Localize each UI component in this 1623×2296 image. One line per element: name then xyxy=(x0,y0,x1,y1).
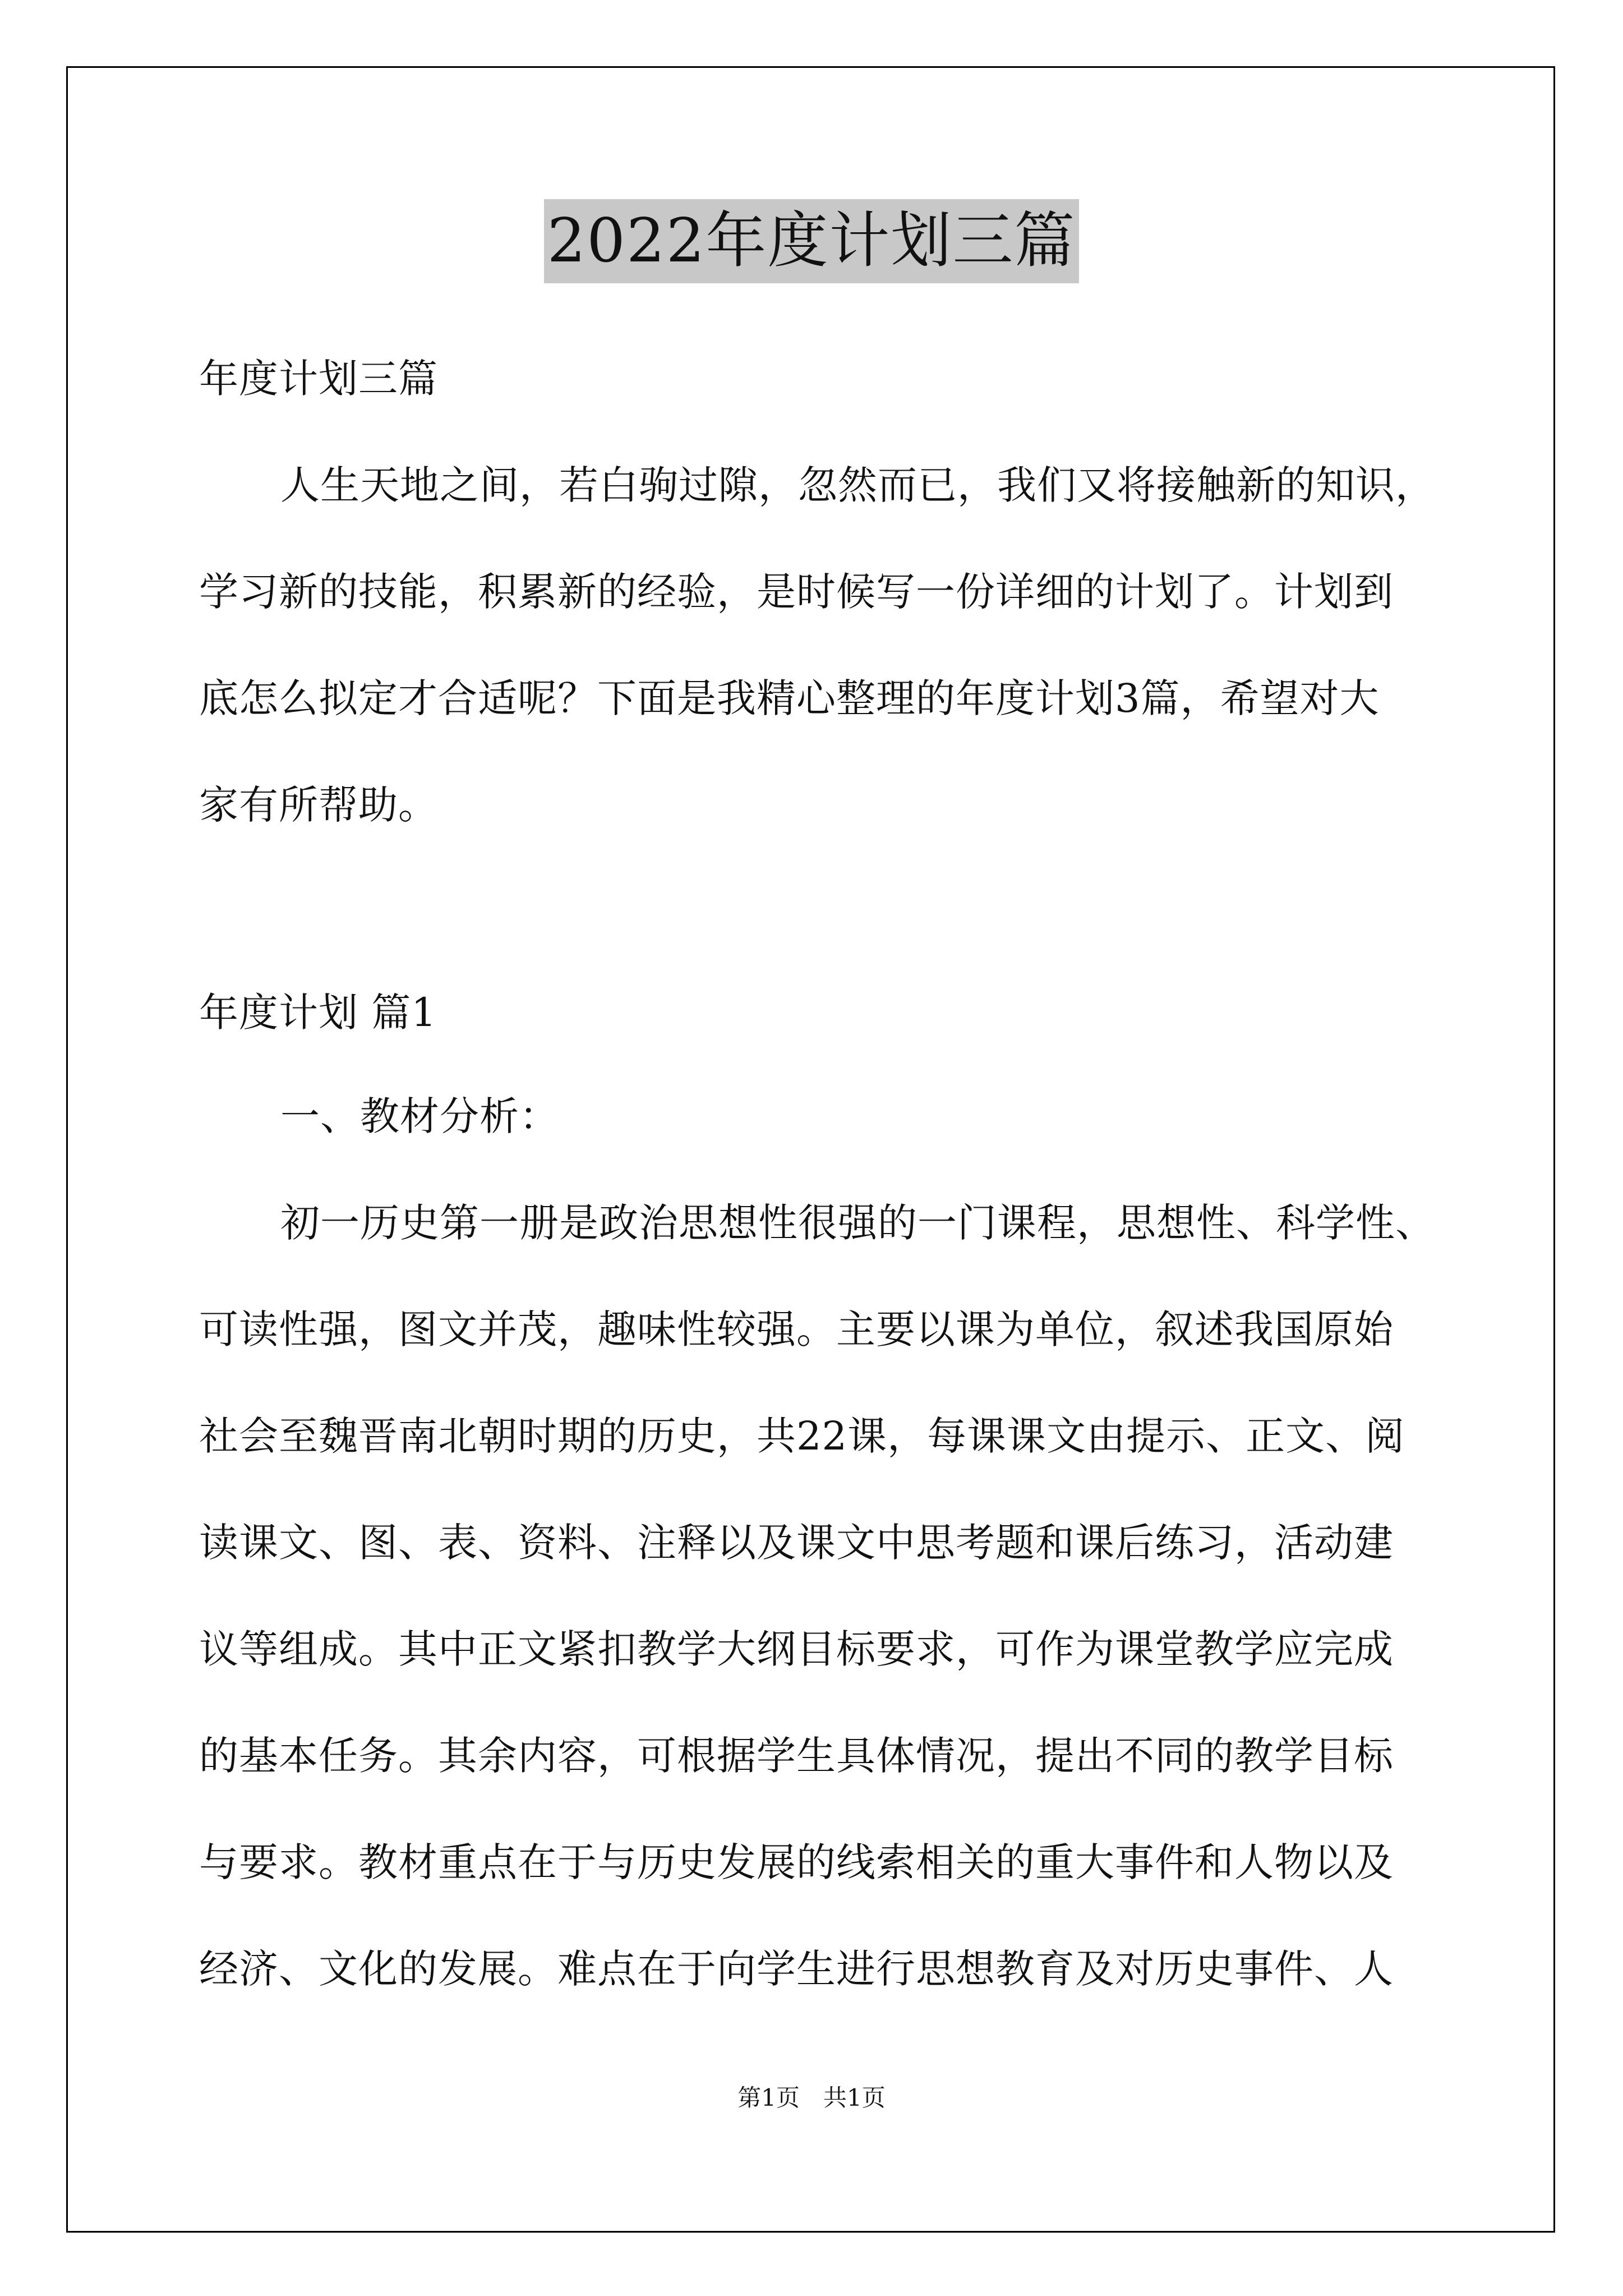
intro-line: 底怎么拟定才合适呢？下面是我精心整理的年度计划3篇，希望对大 xyxy=(199,675,1380,721)
document-subtitle: 年度计划三篇 xyxy=(199,356,438,402)
paragraph-line: 初一历史第一册是政治思想性很强的一门课程，思想性、科学性、 xyxy=(280,1200,1435,1246)
paragraph-line: 可读性强，图文并茂，趣味性较强。主要以课为单位，叙述我国原始 xyxy=(199,1306,1394,1352)
section-heading: 年度计划 篇1 xyxy=(199,990,437,1036)
intro-line: 家有所帮助。 xyxy=(199,782,438,828)
paragraph-line: 读课文、图、表、资料、注释以及课文中思考题和课后练习，活动建 xyxy=(199,1520,1394,1566)
paragraph-line: 的基本任务。其余内容，可根据学生具体情况，提出不同的教学目标 xyxy=(199,1733,1394,1779)
title-container xyxy=(0,199,1623,283)
intro-line: 学习新的技能，积累新的经验，是时候写一份详细的计划了。计划到 xyxy=(199,569,1394,615)
intro-line: 人生天地之间，若白驹过隙，忽然而已，我们又将接触新的知识， xyxy=(280,462,1435,508)
paragraph-line: 与要求。教材重点在于与历史发展的线索相关的重大事件和人物以及 xyxy=(199,1839,1394,1885)
page-footer: 第1页 共1页 xyxy=(737,2084,886,2111)
paragraph-line: 社会至魏晋南北朝时期的历史，共22课，每课课文由提示、正文、阅 xyxy=(199,1413,1405,1459)
paragraph-line: 议等组成。其中正文紧扣教学大纲目标要求，可作为课堂教学应完成 xyxy=(199,1626,1394,1672)
document-title: 2022年度计划三篇 xyxy=(544,199,1080,283)
paragraph-line: 经济、文化的发展。难点在于向学生进行思想教育及对历史事件、人 xyxy=(199,1946,1394,1992)
section-subheading: 一、教材分析： xyxy=(280,1093,559,1139)
